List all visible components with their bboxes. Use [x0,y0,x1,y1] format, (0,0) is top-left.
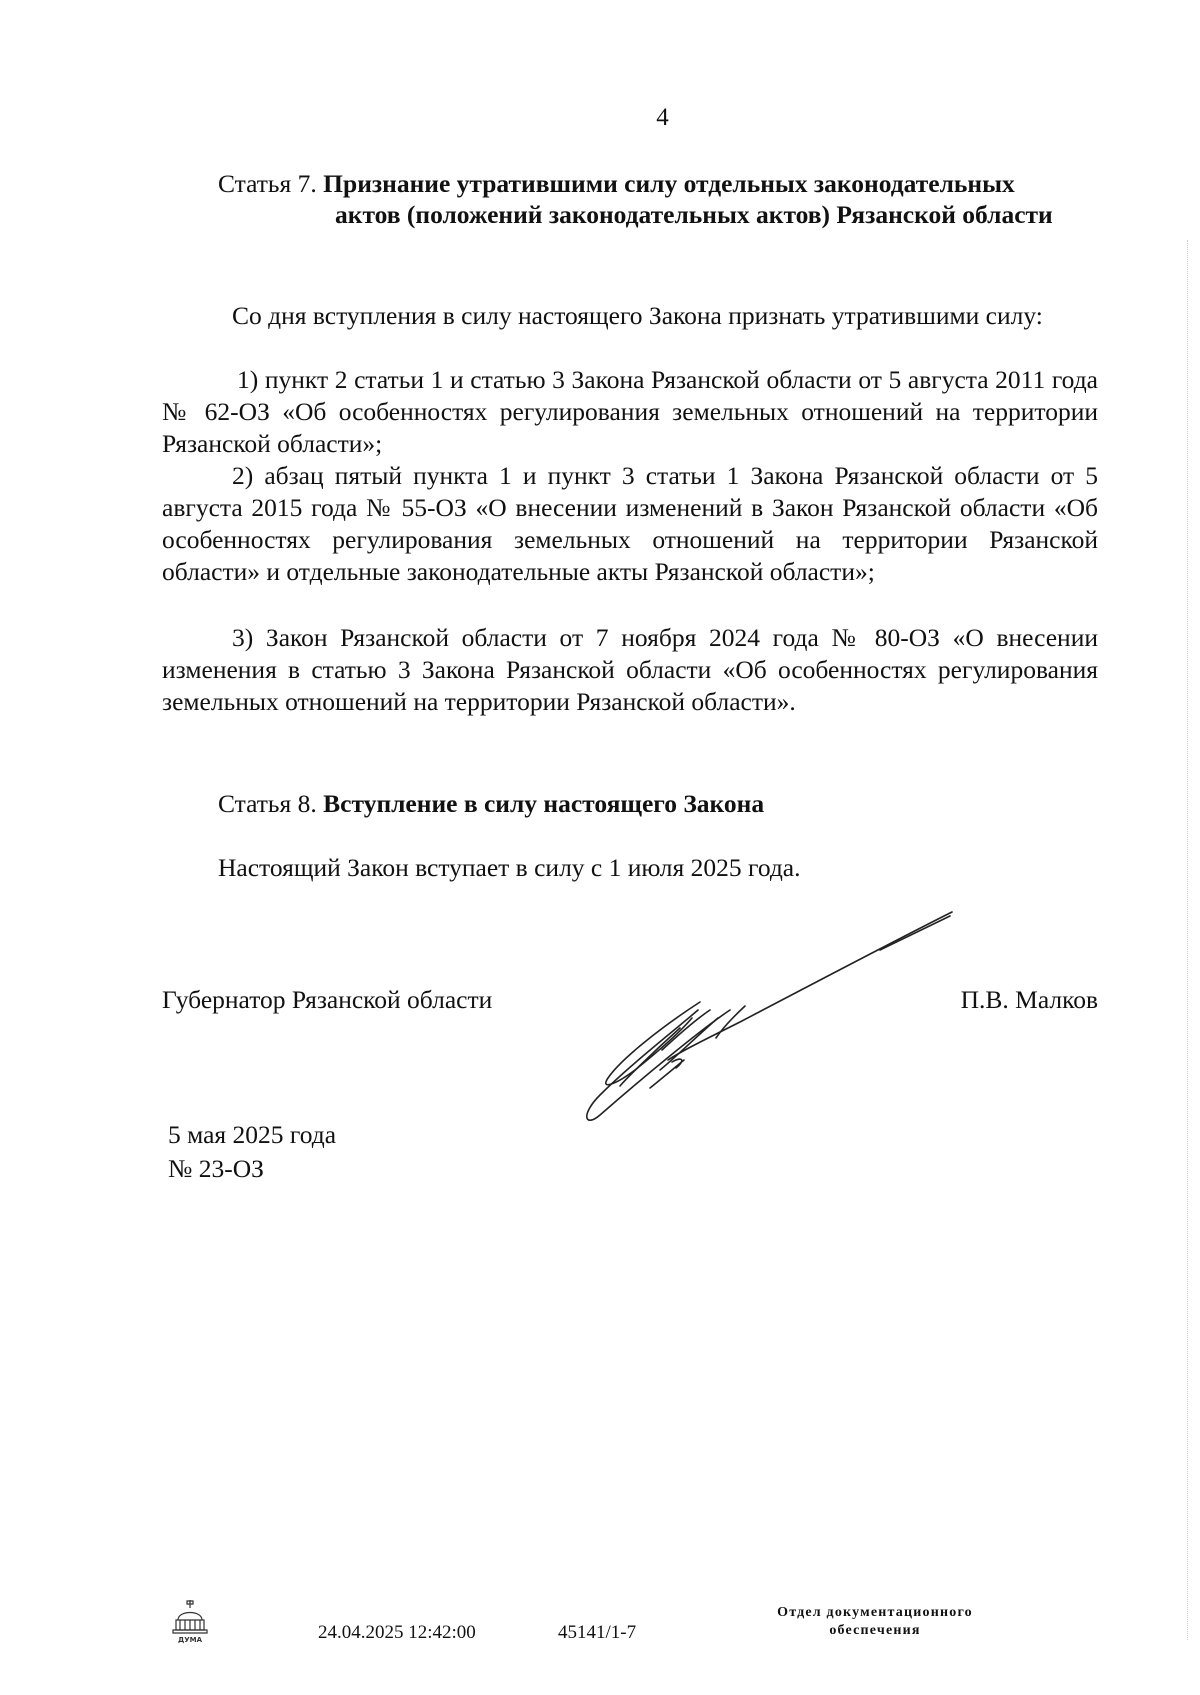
article-7-intro: Со дня вступления в силу настоящего Закона признать утратившими силу: [232,301,1043,330]
article-8-title: Вступление в силу настоящего Закона [323,789,765,818]
handwritten-signature [580,910,960,1130]
footer-department-line2: обеспечения [829,1623,921,1638]
effective-date-text: Настоящий Закон вступает в силу с 1 июля 2025 года. [218,853,801,882]
article-7-heading [218,168,1098,230]
article-7-title-line1: Признание утратившими силу отдельных законодательных [323,169,1015,198]
footer-department-line1: Отдел документационного [777,1605,973,1620]
footer-registration-code: 45141/1-7 [558,1622,637,1643]
scan-edge-artifact [1185,240,1188,1640]
duma-emblem-icon [170,1598,210,1644]
law-date-block [168,1118,336,1186]
list-item-3: 3) Закон Рязанской области от 7 ноября 2024 года № 80-ОЗ «О внесении изменения в статью 3 Закона Рязанской области «Об особенностях регулирования земельных отношений на территории Рязанской области». [162,623,1098,716]
article-7-title-rest: актов (положений законодательных актов) Рязанской области [335,200,1053,229]
article-8-heading [218,788,1098,819]
footer-department-stamp [730,1604,1020,1640]
list-item-1: 1) пункт 2 статьи 1 и статью 3 Закона Рязанской области от 5 августа 2011 года № 62-ОЗ «Об особенностях регулирования земельных отношений на территории Рязанской области»; [162,365,1098,458]
svg-text:ДУМА: ДУМА [177,1636,203,1644]
footer-timestamp: 24.04.2025 12:42:00 [318,1622,476,1643]
law-date: 5 мая 2025 года [168,1120,337,1149]
signatory-name: П.В. Малков [960,985,1098,1014]
article-7-label: Статья 7. [218,169,317,198]
signatory-title: Губернатор Рязанской области [162,985,493,1014]
law-number: № 23-ОЗ [168,1154,264,1183]
page-number: 4 [656,104,669,131]
article-8-label: Статья 8. [218,789,317,818]
list-item-2: 2) абзац пятый пункта 1 и пункт 3 статьи 1 Закона Рязанской области от 5 августа 2015 года № 55-ОЗ «О внесении изменений в Закон Рязанской области «Об особенностях регулирования земельных отношений на территории Рязанской области» и отдельные законодательные акты Рязанской области»; [162,461,1098,586]
